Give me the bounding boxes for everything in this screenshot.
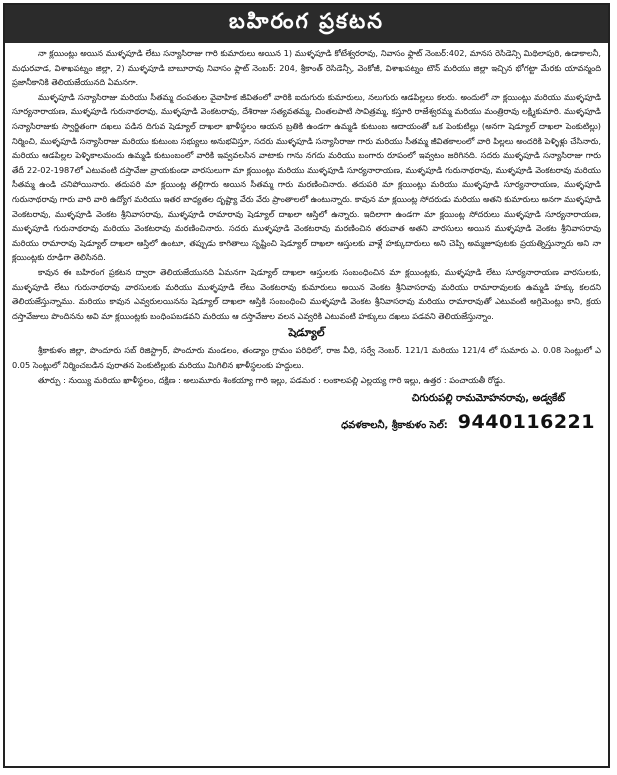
notice-paragraph-history: ముళ్ళపూడి సన్యాసిరాజు మరియు సీతమ్మ దంపతుల వైవాహిక జీవితంలో వారికి ఐదుగురు కుమారులు, నలుగురు ఆడపిల్లలు కలరు. అందులో నా క్లయింట్లు మరియు ముళ్ళపూడి సూర్యనారాయణ, ముళ్ళపూడి గురునాథరావు, ముళ్ళపూడి వెంకటరావు, దేశిరాజు సత్యవతమ్మ, చింతలపాటి సావిత్రమ్మ, కస్తూరి రాజేశ్వరమ్మ మరియు మంత్రిరావు లక్ష్మికుమారి. ముళ్ళపూడి సన్యాసిరాజుకు స్వార్జితంగా దఖలు పడిన దిగువ షెడ్యూల్ దాఖలా ఖాళీస్థలం ఆయన బ్రతికి ఉండగా ఉమ్మడి కుటుంబ ఆదాయంతో ఒక పెంకుటిల్లు (అనగా షెడ్యూల్ దాఖలా పెంకుటిల్లు) నిర్మించి, ముళ్ళపూడి సన్యాసిరాజు మరియు కుటుంబ సభ్యులు అనుభవిస్తూ, సదరు ముళ్ళపూడి సన్యాసిరాజు గారు మరియు సీతమ్మ జీవితకాలంలో వారి పిల్లలు అందరికి పెళ్ళిళ్లు చేసినారు, మరియు ఆడపిల్లల పెళ్ళికాలమందు ఉమ్మడి కుటుంబంలో వారికి ఇవ్వవలసిన వాటాకు గాను నగదు మరియు బంగారు రూపంలో ఇవ్వటం జరిగినది. సదరు ముళ్ళపూడి సన్యాసిరాజు గారు తేదీ 22-02-1987లో ఎటువంటి దస్తావేజు వ్రాయకుండా వారసులుగా మా క్లయింట్లు మరియు ముళ్ళపూడి సూర్యనారాయణ, ముళ్ళపూడి గురునాథరావు, ముళ్ళపూడి వెంకటరావు మరియు సీతమ్మ ఉండి చనిపోయినారు. తదుపరి మా క్లయింట్ల తల్లిగారు అయిన సీతమ్మ గారు మరణించినారు. తదుపరి మా క్లయింట్లు మరియు ముళ్ళపూడి సూర్యనారాయణ, ముళ్ళపూడి గురునాథరావు గారు వారి వారి ఉద్యోగ మరియు ఇతర బాధ్యతల దృష్ట్యా వేరు వేరు ప్రాంతాలలో ఉంటున్నారు. కావున మా క్లయింట్ల సోదరుడు మరియు అతని కుమారులు అనగా ముళ్ళపూడి వెంకటరావు, ముళ్ళపూడి వెంకట శ్రీనివాసరావు, ముళ్ళపూడి రామారావు షెడ్యూల్ దాఖలా ఆస్తిలో ఉన్నారు. ఇదిలాగా ఉండగా మా క్లయింట్ల సోదరులు ముళ్ళపూడి సూర్యనారాయణ, ముళ్ళపూడి గురునాథరావు మరియు వెంకటరావు మరణించినారు. సదరు ముళ్ళపూడి వెంకటరావు మరణించిన తరువాత అతని వారసులు అయిన ముళ్ళపూడి వెంకట శ్రీనివాసరావు మరియు రామారావు షెడ్యూల్ దాఖలా ఆస్తిలో ఉంటూ, తప్పుడు కాగితాలు సృష్టించి షెడ్యూల్ దాఖలా ఆస్తులకు వాళ్లే హక్కుదారులు అని చెప్పి అమ్మజూపుటకు ప్రయత్నిస్తున్నారు అని నా క్లయింట్లకు రూఢిగా తెలిసినది. [12, 91, 601, 263]
phone-number: 9440116221 [457, 411, 595, 434]
advocate-address [12, 411, 601, 433]
notice-body [5, 43, 608, 433]
address-text: ధవళకాలనీ, శ్రీకాకుళం సెల్: [341, 420, 448, 432]
schedule-boundaries: తూర్పు : నుయ్యి మరియు ఖాళీస్థలం, దక్షిణ : అలుమూరు శింకయ్యా గారి ఇల్లు, పడమర : లంకాలపల్లి ఎల్లయ్య గారి ఇల్లు, ఉత్తర : పంచాయతీ రోడ్డు. [38, 375, 506, 386]
schedule-heading: షెడ్యూల్ [288, 326, 325, 340]
notice-title: బహిరంగ ప్రకటన [5, 5, 608, 43]
schedule-text: శ్రీకాకుళం జిల్లా, పొందూరు సబ్ రిజిస్ట్రార్, పొందూరు మండలం, తండ్యాం గ్రామం పరిధిలో, రాజ వీధి, సర్వే నెంబర్. 121/1 మరియు 121/4 లో సుమారు ఎ. 0.08 సెంట్లులో ఎ 0.05 సెంట్లులో నిర్మించబడిన పురాతన పెంకుటిల్లుకు మరియు మిగిలిన ఖాళీస్థలంకు హద్దులు. [12, 345, 601, 370]
notice-paragraph-declaration: కావున ఈ బహిరంగ ప్రకటన ద్వారా తెలియజేయునది ఏమనగా షెడ్యూల్ దాఖలా ఆస్తులకు సంబంధించిన మా క్లయింట్లకు, ముళ్ళపూడి లేటు సూర్యనారాయణ వారసులకు, ముళ్ళపూడి లేటు గురునాథరావు వారసులకు మరియు ముళ్ళపూడి లేటు వెంకటరావు కుమారులు అయిన వెంకట శ్రీనివాసరావు మరియు రామారావులకు ఉమ్మడి హక్కు కలదని తెలియజేస్తున్నాము. మరియు కావున ఎవ్వరులయినను షెడ్యూల్ దాఖలా ఆస్తికి సంబంధించి ముళ్ళపూడి వెంకట శ్రీనివాసరావు మరియు రామారావుతో ఎటువంటి అగ్రిమెంట్లు కాని, క్రయ దస్తావేజులు పొందినను అవి మా క్లయింట్లకు బంధింపబడవని మరియు ఆ దస్తావేజుల వలన ఎవ్వరికి ఎటువంటి హక్కులు దఖలు పడవని తెలియజేస్తున్నాం. [12, 266, 601, 321]
public-notice [3, 3, 610, 768]
advocate-signature: చిగురుపల్లి రామమోహనరావు, అడ్వకేట్ [411, 393, 565, 405]
notice-paragraph-intro: నా క్లయింట్లు అయిన ముళ్ళపూడి లేటు సన్యాసిరాజు గారి కుమారులు అయిన 1) ముళ్ళపూడి కోటేశ్వరరావు, నివాసం ఫ్లాట్ నెంబర్:402, మానస రెసిడెన్సి మిథిలాపురి, ఉడాకాలనీ, మధురవాడ, విశాఖపట్నం జిల్లా, 2) ముళ్ళపూడి బాబూరావు నివాసం ఫ్లాట్ నెంబర్: 204, శ్రీకాంత్ రెసిడెన్సీ, వెంకోజీ, విశాఖపట్నం టౌన్ మరియు జిల్లా ఇచ్చిన భోగట్టా మేరకు యావన్మంది ప్రజానీకానికి తెలియజేయునది ఏమనగా. [12, 48, 601, 88]
